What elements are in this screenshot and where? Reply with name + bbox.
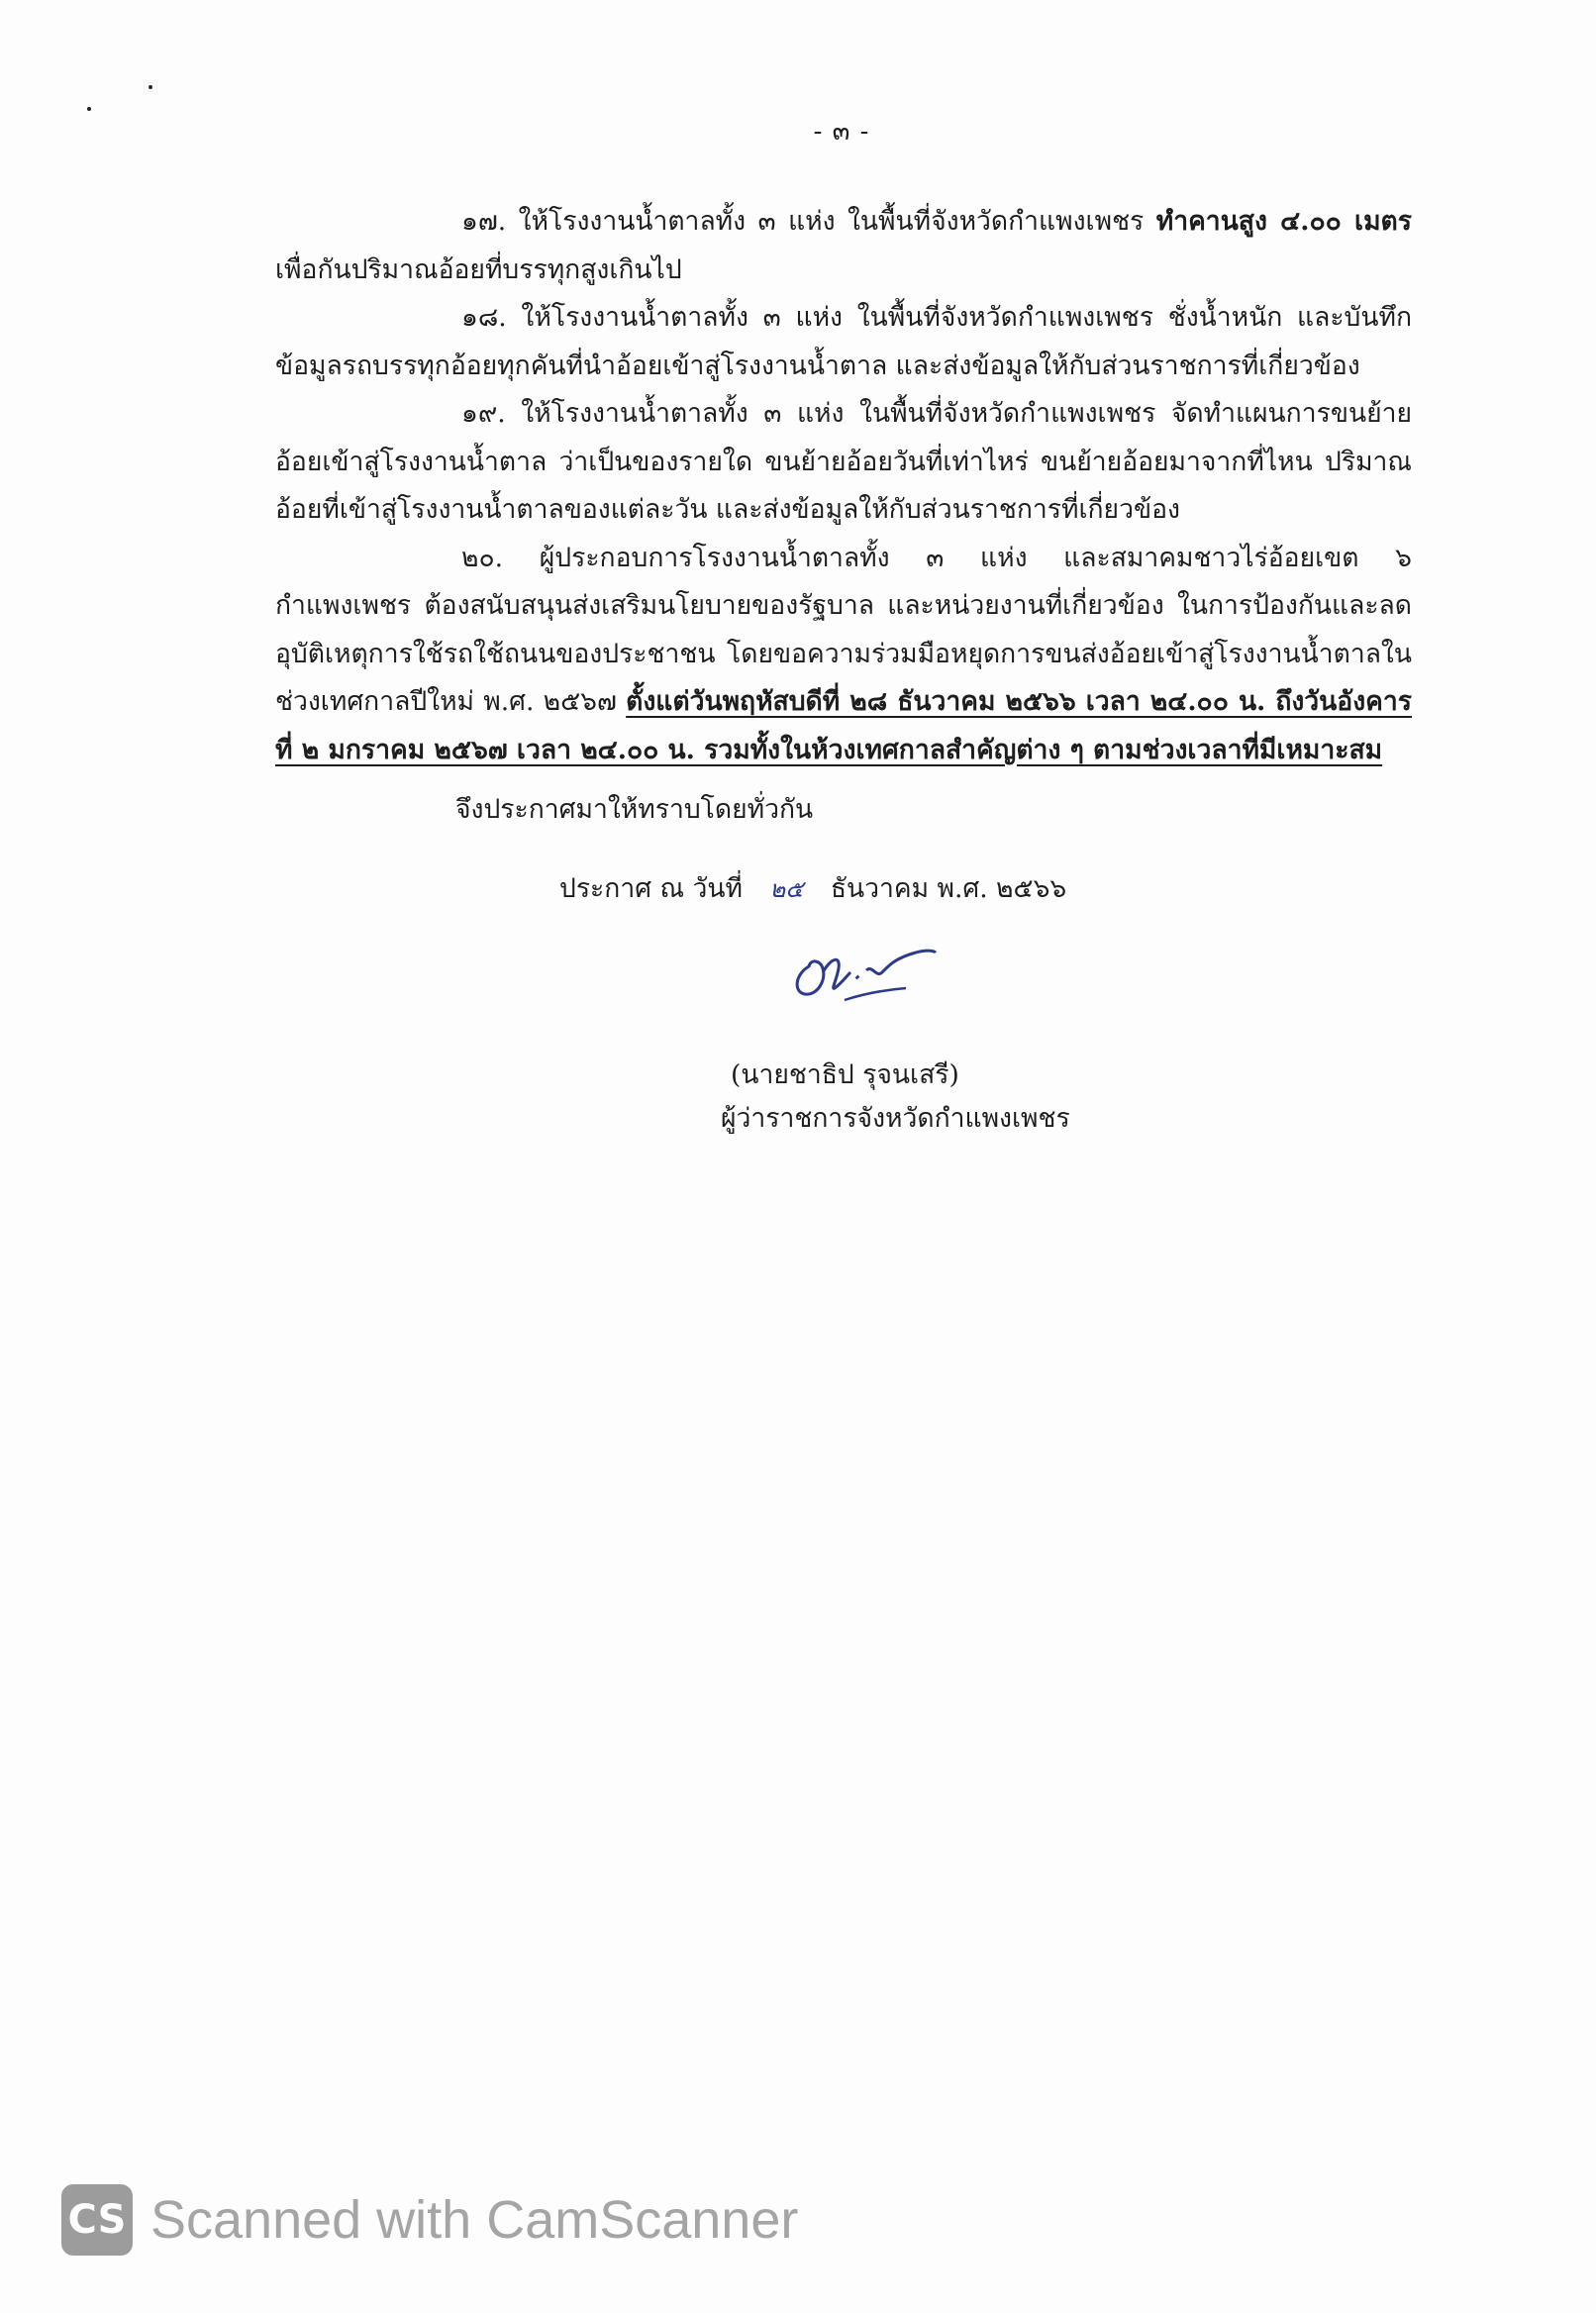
scan-speck: [149, 85, 152, 89]
paragraph-number: ๑๘.: [461, 302, 507, 333]
document-body: [275, 198, 1412, 774]
page-number: - ๓ -: [813, 117, 870, 147]
paragraph-text: ให้โรงงานน้ำตาลทั้ง ๓ แห่ง ในพื้นที่จังหวัดกำแพงเพชร จัดทำแผนการขนย้ายอ้อยเข้าสู่โรงงานน้ำตาล ว่าเป็นของรายใด ขนย้ายอ้อยวันที่เท่าไหร่ ขนย้ายอ้อยมาจากที่ไหน ปริมาณอ้อยที่เข้าสู่โรงงานน้ำตาลของแต่ละวัน และส่งข้อมูลให้กับส่วนราชการที่เกี่ยวข้อง: [275, 398, 1412, 525]
paragraph-19: [275, 390, 1412, 535]
closing-statement: จึงประกาศมาให้ทราบโดยทั่วกัน: [455, 794, 814, 825]
signer-name: (นายชาธิป รุจนเสรี): [731, 1059, 959, 1090]
paragraph-18: [275, 294, 1412, 390]
handwritten-day: ๒๕: [769, 875, 804, 903]
paragraph-20: [275, 535, 1412, 775]
signature-image: [787, 929, 955, 1018]
paragraph-emphasis: ทำคานสูง ๔.๐๐ เมตร: [1155, 206, 1412, 237]
paragraph-number: ๑๙.: [461, 398, 506, 429]
paragraph-text: เพื่อกันปริมาณอ้อยที่บรรทุกสูงเกินไป: [275, 253, 682, 285]
announcement-prefix: ประกาศ ณ วันที่: [559, 873, 743, 904]
paragraph-number: ๒๐.: [461, 542, 504, 573]
paragraph-text: ผู้ประกอบการโรงงานน้ำตาลทั้ง ๓ แห่ง และสมาคมชาวไร่อ้อยเขต ๖ กำแพงเพชร ต้องสนับสนุนส่งเสริมนโยบายของรัฐบาล และหน่วยงานที่เกี่ยวข้อง ในการป้องกันและลดอุบัติเหตุการใช้รถใช้ถนนของประชาชน โดยขอความร่วมมือหยุดการขนส่งอ้อยเข้าสู่โรงงานน้ำตาลในช่วงเทศกาลปีใหม่ พ.ศ. ๒๕๖๗: [275, 542, 1412, 717]
paragraph-underlined-period: ตั้งแต่วันพฤหัสบดีที่ ๒๘ ธันวาคม ๒๕๖๖ เวลา ๒๔.๐๐ น. ถึงวันอังคารที่ ๒ มกราคม ๒๕๖๗ เวลา ๒๔.๐๐ น. รวมทั้งในห้วงเทศกาลสำคัญต่าง ๆ ตามช่วงเวลาที่มีเหมาะสม: [275, 686, 1412, 765]
paragraph-text: ให้โรงงานน้ำตาลทั้ง ๓ แห่ง ในพื้นที่จังหวัดกำแพงเพชร ชั่งน้ำหนัก และบันทึกข้อมูลรถบรรทุกอ้อยทุกคันที่นำอ้อยเข้าสู่โรงงานน้ำตาล และส่งข้อมูลให้กับส่วนราชการที่เกี่ยวข้อง: [275, 302, 1412, 381]
paragraph-17: [275, 198, 1412, 294]
camscanner-logo: CS: [61, 2184, 133, 2256]
paragraph-text: ให้โรงงานน้ำตาลทั้ง ๓ แห่ง ในพื้นที่จังหวัดกำแพงเพชร: [506, 206, 1156, 237]
paragraph-number: ๑๗.: [461, 206, 507, 237]
announcement-month-year: ธันวาคม พ.ศ. ๒๕๖๖: [830, 873, 1067, 904]
signer-title: ผู้ว่าราชการจังหวัดกำแพงเพชร: [721, 1103, 1070, 1134]
camscanner-watermark: [61, 2184, 798, 2256]
watermark-text: Scanned with CamScanner: [150, 2190, 799, 2250]
announcement-date: [559, 867, 1066, 909]
